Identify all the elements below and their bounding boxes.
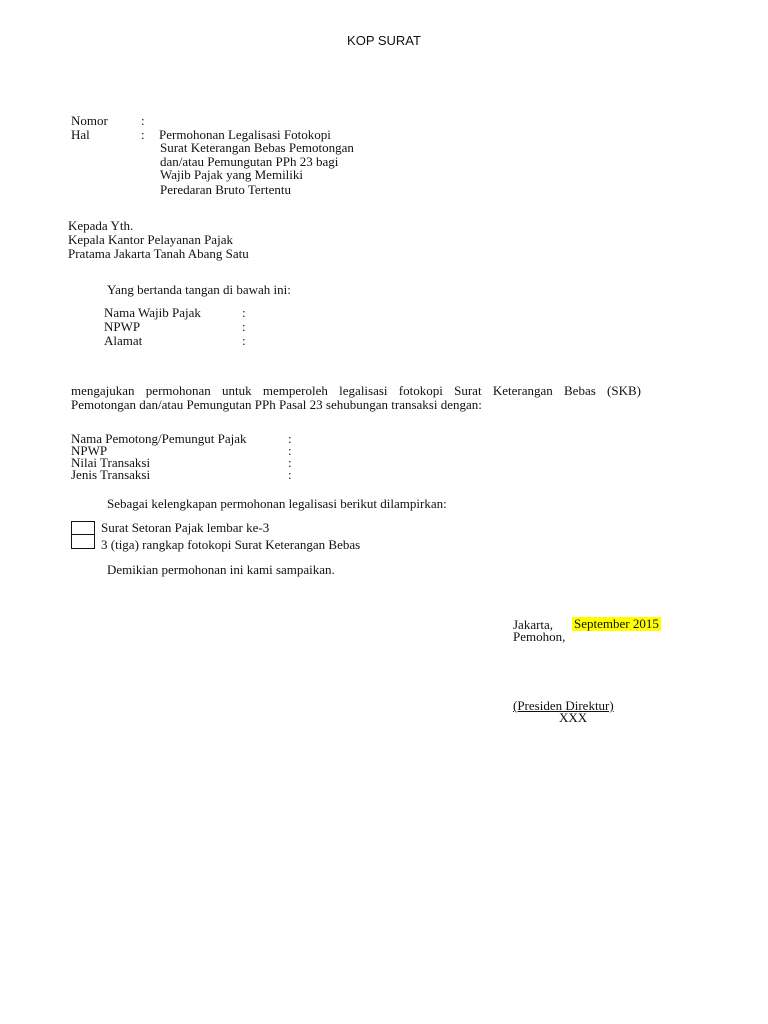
letterhead-title: KOP SURAT: [347, 33, 421, 48]
request-paragraph-line-2: Pemotongan dan/atau Pemungutan PPh Pasal 23 sehubungan transaksi dengan:: [71, 397, 482, 412]
field-label-npwp: NPWP: [104, 319, 141, 334]
hal-label: Hal: [71, 127, 90, 142]
signature-title: (Presiden Direktur): [513, 698, 614, 713]
recipient-line-2: Kepala Kantor Pelayanan Pajak: [68, 232, 233, 247]
signature-role: Pemohon,: [513, 629, 566, 644]
signature-date: September 2015: [574, 616, 659, 631]
field-colon: :: [288, 455, 292, 470]
attachment-checkboxes[interactable]: [71, 521, 95, 549]
hal-line-4: Wajib Pajak yang Memiliki: [160, 167, 304, 182]
field-label-nama-wp: Nama Wajib Pajak: [104, 305, 201, 320]
field-colon: :: [242, 333, 246, 348]
field-label-alamat: Alamat: [104, 333, 143, 348]
request-paragraph-line-1: mengajukan permohonan untuk memperoleh legalisasi fotokopi Surat Keterangan Bebas (SKB): [71, 383, 641, 398]
txn-label-npwp: NPWP: [71, 443, 108, 458]
signature-place: Jakarta,: [513, 617, 554, 632]
field-colon: :: [288, 467, 292, 482]
nomor-colon: :: [141, 113, 145, 128]
recipient-line-1: Kepada Yth.: [68, 218, 134, 233]
field-colon: :: [288, 443, 292, 458]
hal-line-5: Peredaran Bruto Tertentu: [160, 182, 291, 197]
attachments-intro: Sebagai kelengkapan permohonan legalisasi berikut dilampirkan:: [107, 496, 447, 511]
attachment-item-2: 3 (tiga) rangkap fotokopi Surat Keterangan Bebas: [101, 537, 361, 552]
nomor-label: Nomor: [71, 113, 108, 128]
hal-line-3: dan/atau Pemungutan PPh 23 bagi: [160, 154, 339, 169]
field-colon: :: [242, 305, 246, 320]
txn-label-nilai: Nilai Transaksi: [71, 455, 151, 470]
attachment-item-1: Surat Setoran Pajak lembar ke-3: [101, 520, 270, 535]
txn-label-pemotong: Nama Pemotong/Pemungut Pajak: [71, 431, 247, 446]
hal-line-1: Permohonan Legalisasi Fotokopi: [159, 127, 331, 142]
field-colon: :: [242, 319, 246, 334]
txn-label-jenis: Jenis Transaksi: [71, 467, 151, 482]
checkbox-divider: [72, 534, 94, 535]
signature-name: XXX: [559, 710, 588, 725]
intro-text: Yang bertanda tangan di bawah ini:: [107, 282, 291, 297]
recipient-line-3: Pratama Jakarta Tanah Abang Satu: [68, 246, 249, 261]
field-colon: :: [288, 431, 292, 446]
hal-line-2: Surat Keterangan Bebas Pemotongan: [160, 140, 354, 155]
closing-text: Demikian permohonan ini kami sampaikan.: [107, 562, 335, 577]
hal-colon: :: [141, 127, 145, 142]
